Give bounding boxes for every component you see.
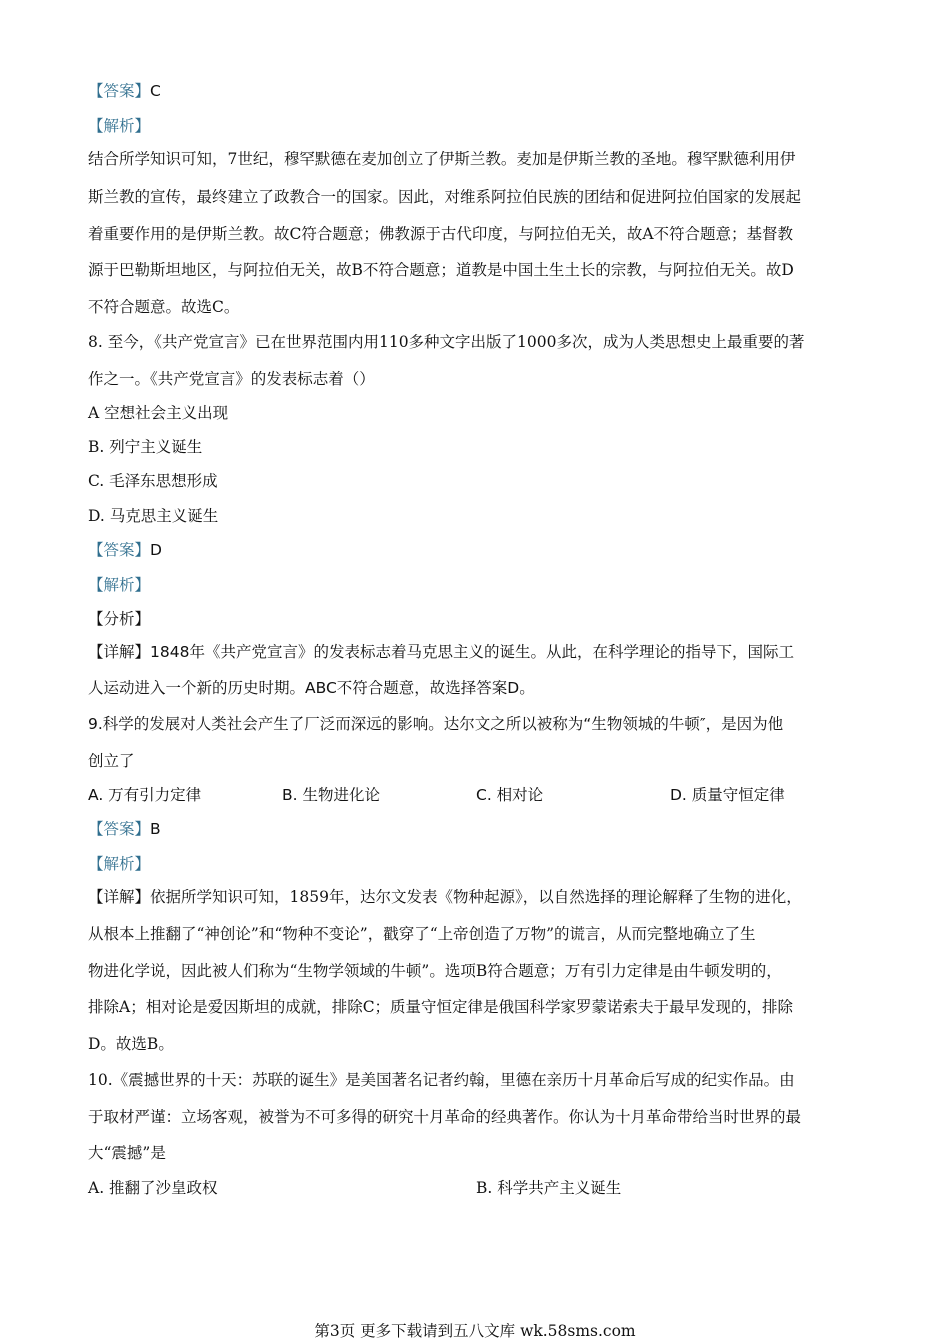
q9-detail-text-1: 依据所学知识可知，1859年，达尔文发表《物种起源》，以自然选择的理论解释了生物的进化， [150, 888, 802, 906]
q8-answer-line [88, 539, 162, 561]
q10-question-line-1: 10.《震撼世界的十天：苏联的诞生》是美国著名记者约翰，里德在亲历十月革命后写成的纪实作品。由 [88, 1071, 795, 1089]
detail-tag: 【详解】 [88, 888, 151, 906]
q9-option-d: D. 质量守恒定律 [670, 786, 785, 804]
q8-detail-line-1 [88, 641, 794, 663]
answer-tag: 【答案】 [88, 820, 151, 838]
q10-option-b: B. 科学共产主义诞生 [476, 1179, 622, 1197]
page-footer: 第3页 更多下载请到五八文库 wk.58sms.com [314, 1322, 636, 1340]
q7-analysis-line-1: 结合所学知识可知，7世纪，穆罕默德在麦加创立了伊斯兰教。麦加是伊斯兰教的圣地。穆罕默德利用伊 [88, 150, 796, 168]
q8-question-line-1: 8. 至今，《共产党宣言》已在世界范围内用110多种文字出版了1000多次，成为人类思想史上最重要的著 [88, 333, 805, 351]
q8-question-line-2: 作之一。《共产党宣言》的发表标志着（） [88, 370, 375, 388]
q9-option-b: B. 生物进化论 [282, 786, 380, 804]
q8-option-c: C. 毛泽东思想形成 [88, 472, 218, 490]
q10-question-line-2: 于取材严谨：立场客观，被誉为不可多得的研究十月革命的经典著作。你认为十月革命带给当时世界的最 [88, 1108, 802, 1126]
answer-tag: 【答案】 [88, 82, 151, 100]
q10-question-line-3: 大“震撼”是 [88, 1144, 166, 1162]
answer-value: C [150, 82, 161, 100]
answer-value: B [150, 820, 161, 838]
q7-answer-line [88, 80, 161, 102]
q7-analysis-line-3: 着重要作用的是伊斯兰教。故C符合题意；佛教源于古代印度，与阿拉伯无关，故A不符合题意；基督教 [88, 225, 794, 243]
q9-detail-line-4: 排除A；相对论是爱因斯坦的成就，排除C；质量守恒定律是俄国科学家罗蒙诺索夫于最早发现的，排除 [88, 998, 794, 1016]
analysis-tag: 【解析】 [88, 855, 151, 873]
fenxi-tag: 【分析】 [88, 610, 151, 628]
q8-detail-line-2: 人运动进入一个新的历史时期。ABC不符合题意，故选择答案D。 [88, 679, 535, 697]
q8-option-a: A 空想社会主义出现 [88, 404, 229, 422]
answer-tag: 【答案】 [88, 541, 151, 559]
detail-tag: 【详解】 [88, 643, 151, 661]
q9-detail-line-5: D。故选B。 [88, 1035, 174, 1053]
q9-answer-line [88, 818, 161, 840]
q7-analysis-line-5: 不符合题意。故选C。 [88, 298, 240, 316]
analysis-tag: 【解析】 [88, 117, 151, 135]
q9-question-line-1: 9.科学的发展对人类社会产生了厂泛而深远的影响。达尔文之所以被称为“生物领城的牛顿″，是因为他 [88, 715, 784, 733]
q9-option-c: C. 相对论 [476, 786, 544, 804]
q9-detail-line-3: 物进化学说，因此被人们称为“生物学领域的牛顿”。选项B符合题意；万有引力定律是由牛顿发明的， [88, 962, 782, 980]
q7-analysis-line-2: 斯兰教的宣传，最终建立了政教合一的国家。因此，对维系阿拉伯民族的团结和促进阿拉伯国家的发展起 [88, 188, 802, 206]
q8-option-b: B. 列宁主义诞生 [88, 438, 203, 456]
q9-detail-line-1 [88, 886, 802, 908]
q9-option-a: A. 万有引力定律 [88, 786, 202, 804]
q10-option-a: A. 推翻了沙皇政权 [88, 1179, 218, 1197]
q9-detail-line-2: 从根本上推翻了“神创论”和“物种不变论”，戳穿了“上帝创造了万物”的谎言，从而完整地确立了生 [88, 925, 756, 943]
q8-option-d: D. 马克思主义诞生 [88, 507, 219, 525]
q9-question-line-2: 创立了 [88, 752, 135, 770]
answer-value: D [150, 541, 162, 559]
analysis-tag: 【解析】 [88, 576, 151, 594]
q8-detail-text-1: 1848年《共产党宣言》的发表标志着马克思主义的诞生。从此，在科学理论的指导下，国际工 [150, 643, 794, 661]
q7-analysis-line-4: 源于巴勒斯坦地区，与阿拉伯无关，故B不符合题意；道教是中国土生土长的宗教，与阿拉伯无关。故D [88, 261, 794, 279]
